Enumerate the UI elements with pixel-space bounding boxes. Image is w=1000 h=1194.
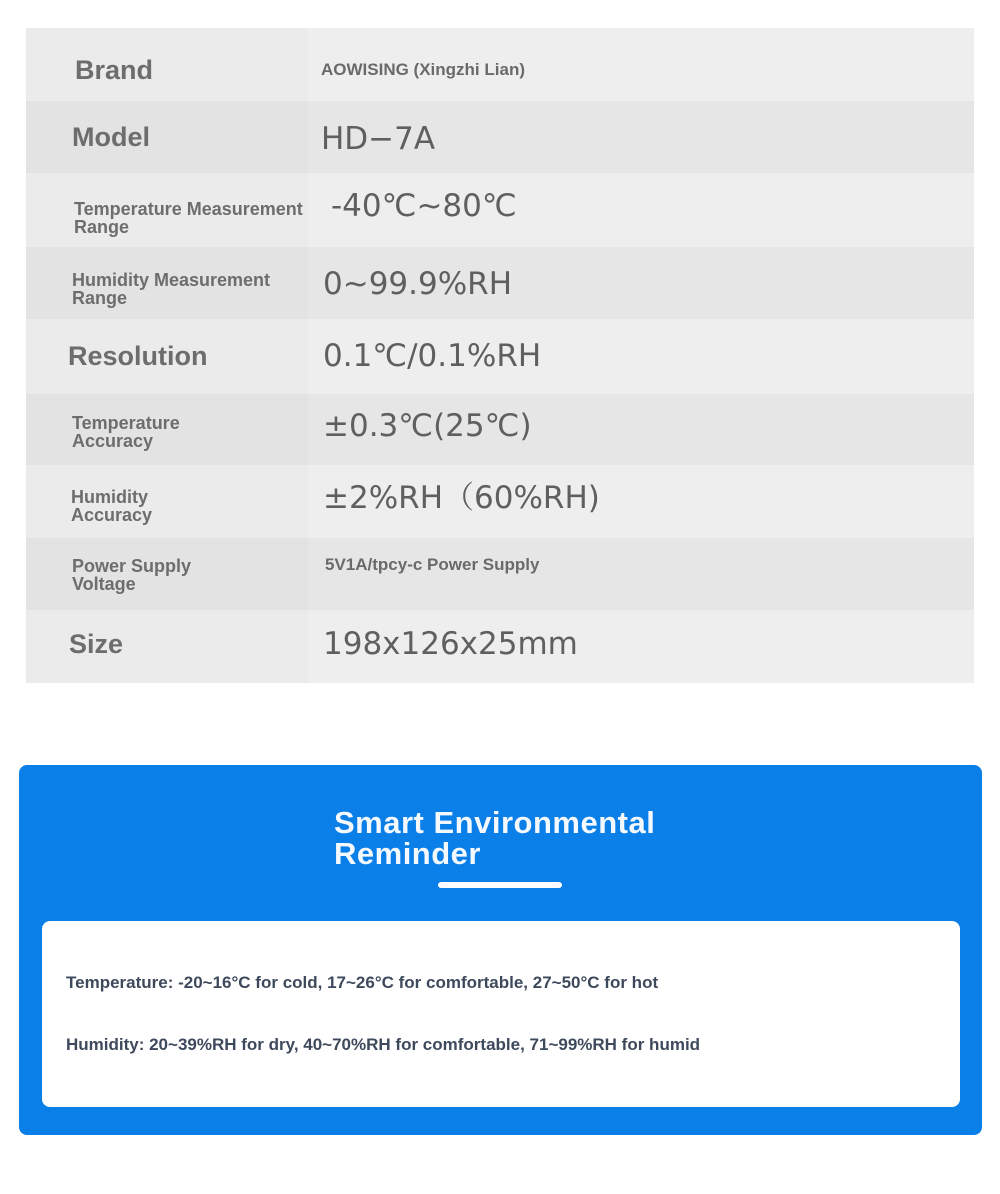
spec-row-power-supply <box>26 538 974 610</box>
spec-label-model: Model <box>72 122 150 152</box>
spec-label-temperature-range: Temperature Measurement Range <box>74 199 303 237</box>
spec-table <box>26 28 974 683</box>
spec-value-power-supply: 5V1A/tpcy-c Power Supply <box>325 555 540 574</box>
spec-value-resolution: 0.1℃/0.1%RH <box>323 338 542 374</box>
spec-value-brand: AOWISING (Xingzhi Lian) <box>321 60 525 79</box>
spec-label-resolution: Resolution <box>68 341 208 371</box>
humidity-reminder-text: Humidity: 20~39%RH for dry, 40~70%RH for comfortable, 71~99%RH for humid <box>66 1035 701 1054</box>
spec-row-humidity-accuracy <box>26 465 974 538</box>
spec-label-power-supply: Power Supply Voltage <box>72 556 192 594</box>
spec-row-resolution <box>26 319 974 394</box>
spec-row-humidity-range <box>26 247 974 319</box>
spec-value-humidity-range: 0~99.9%RH <box>323 266 513 302</box>
spec-value-temperature-range: -40℃~80℃ <box>331 188 517 224</box>
spec-value-model: HD−7A <box>321 121 436 157</box>
spec-value-temperature-accuracy: ±0.3℃(25℃) <box>323 408 532 444</box>
spec-value-humidity-accuracy: ±2%RH（60%RH) <box>323 480 600 516</box>
smart-reminder-panel <box>19 765 982 1135</box>
spec-label-humidity-accuracy: Humidity Accuracy <box>71 487 153 525</box>
spec-label-size: Size <box>69 629 124 659</box>
spec-row-size <box>26 610 974 683</box>
spec-row-model <box>26 101 974 173</box>
spec-row-brand <box>26 28 974 101</box>
spec-label-temperature-accuracy: Temperature Accuracy <box>72 413 180 451</box>
reminder-card <box>42 921 960 1107</box>
reminder-title: Smart Environmental Reminder <box>334 805 656 871</box>
spec-row-temperature-range <box>26 173 974 247</box>
spec-row-temperature-accuracy <box>26 394 974 465</box>
spec-label-brand: Brand <box>75 55 154 85</box>
spec-label-humidity-range: Humidity Measurement Range <box>72 270 271 308</box>
temperature-reminder-text: Temperature: -20~16°C for cold, 17~26°C for comfortable, 27~50°C for hot <box>66 973 659 992</box>
spec-value-size: 198x126x25mm <box>323 626 578 662</box>
title-underline <box>438 882 562 888</box>
